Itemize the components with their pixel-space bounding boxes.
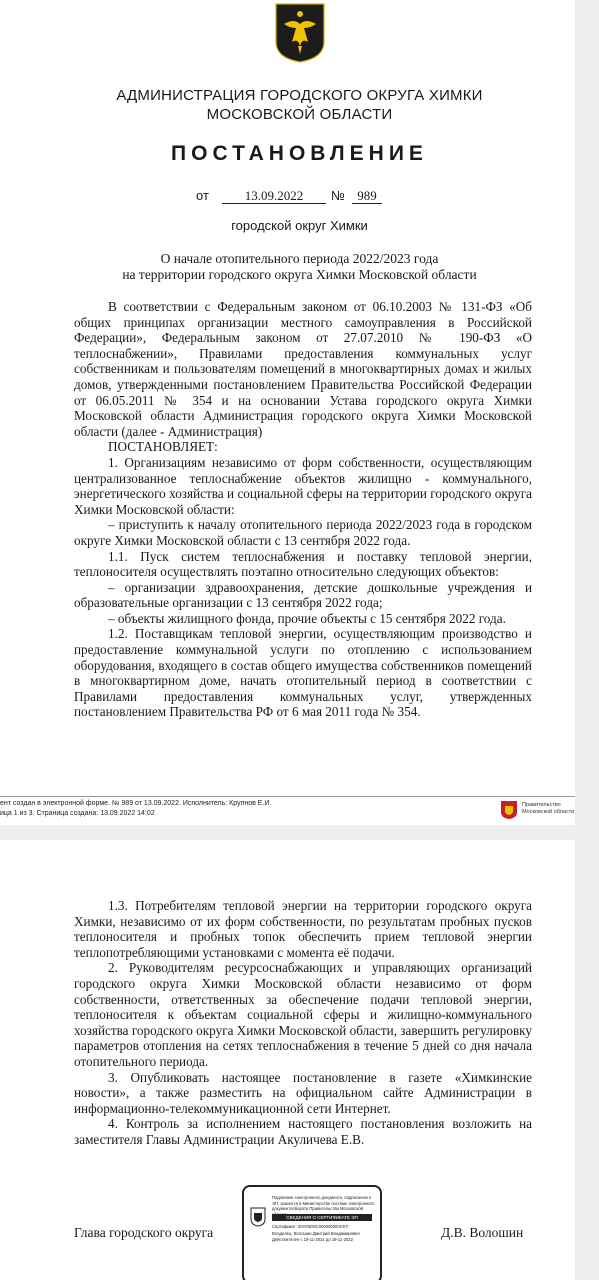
- page-footer: [0, 796, 575, 823]
- signatory-name: Д.В. Волошин: [441, 1225, 524, 1240]
- subject-line-2: на территории городского округа Химки Московской области: [122, 267, 477, 282]
- paragraph-3: 3. Опубликовать настоящее постановление в газете «Химкинские новости», а также разместить на официальном сайте Администрации в информационно-телекоммуникационной сети Интернет.: [74, 1069, 532, 1116]
- administration-title: [0, 86, 575, 124]
- decree-heading: ПОСТАНОВЛЯЕТ:: [108, 439, 218, 455]
- gov-line-1: Правительство: [522, 802, 561, 808]
- stamp-details: [272, 1224, 376, 1244]
- document-subject: [0, 251, 575, 283]
- number-prefix: №: [331, 188, 345, 203]
- paragraph-1-2: 1.2. Поставщикам тепловой энергии, осуществляющим производство и предоставление коммунальной услуги по отоплению с использованием оборудования, входящего в состав общего имущества собственников помещений в многоквартирном доме, начать отопительный период в соответствии с Правилами предоставления коммунальных услуг, утвержденных постановлением Правительства РФ от 6 мая 2011 года № 354.: [74, 626, 532, 720]
- document-body-page-1: [74, 299, 532, 720]
- city-name: городской округ Химки: [231, 218, 368, 233]
- stamp-emblem-icon: [250, 1207, 266, 1227]
- certificate-owner: Владелец: Волошин Дмитрий Владимирович: [272, 1230, 360, 1236]
- admin-line-2: МОСКОВСКОЙ ОБЛАСТИ: [206, 106, 393, 123]
- paragraph-1-1-bullet-2: – объекты жилищного фонда, прочие объекты с 15 сентября 2022 года.: [108, 610, 506, 626]
- paragraph-4: 4. Контроль за исполнением настоящего постановления возложить на заместителя Главы Администрации Акуличева Е.В.: [74, 1116, 532, 1147]
- document-body-page-2: [74, 898, 532, 1148]
- certificate-number: Сертификат: 00AF8D8C000000000C57!: [272, 1224, 349, 1229]
- admin-line-1: АДМИНИСТРАЦИЯ ГОРОДСКОГО ОКРУГА ХИМКИ: [116, 87, 483, 104]
- paragraph-1: 1. Организациям независимо от форм собственности, осуществляющим централизованное теплоснабжение объектов жилищно - коммунального, энергетического хозяйства и социальной сферы на территории городского округа Химки Московской области:: [74, 454, 532, 517]
- paragraph-1-bullet: – приступить к началу отопительного периода 2022/2023 года в городском округе Химки Московской области с 13 сентября 2022 года.: [74, 517, 532, 548]
- certificate-validity: Действителен с 19-11-2021 до 19-11-2022: [272, 1237, 353, 1242]
- preamble-paragraph: В соответствии с Федеральным законом от 06.10.2003 № 131-ФЗ «Об общих принципах организации местного самоуправления в Российской Федерации», Федеральным законом от 27.07.2010 № 190-ФЗ «О теплоснабжении», Правилами предоставления коммунальных услуг собственникам и пользователям помещений в многоквартирных домах и жилых домов, утвержденными постановлением Правительства Российской Федерации от 06.05.2011 № 354 и на основании Устава городского округа Химки Московской области Администрация городского округа Химки Московской области (далее - Администрация): [74, 299, 532, 439]
- electronic-signature-stamp: [242, 1185, 382, 1280]
- coat-of-arms-icon: [274, 2, 326, 64]
- document-number: 989: [352, 188, 382, 204]
- paragraph-1-1: 1.1. Пуск систем теплоснабжения и поставку тепловой энергии, теплоносителя осуществлять поэтапно относительно следующих объектов:: [74, 548, 532, 580]
- footer-line-2: ица 1 из 3. Страница создана: 13.09.2022 14:02: [0, 810, 155, 817]
- gov-line-2: Московской области: [522, 809, 575, 815]
- document-type: ПОСТАНОВЛЕНИЕ: [171, 142, 428, 165]
- paragraph-2: 2. Руководителям ресурсоснабжающих и управляющих организаций городского округа Химки Московской области независимо от форм собственности, ответственных за обеспечение подачи тепловой энергии, теплоносителя к объектам социальной сферы и жилищно-коммунального хозяйства городского округа Химки Московской области, завершить регулировку параметров отопления на сетях теплоснабжения в течение 5 дней со дня начала отопительного периода.: [74, 960, 532, 1069]
- document-page-2: [0, 840, 575, 1280]
- date-prefix: от: [196, 188, 209, 203]
- document-date: 13.09.2022: [222, 188, 326, 204]
- government-label: [522, 802, 574, 816]
- paragraph-1-3: 1.3. Потребителям тепловой энергии на территории городского округа Химки, независимо от их форм собственности, по результатам пробных пусков теплоносителя и пробных топок обеспечить прием тепловой энергии теплопотребляющими установками с момента её подачи.: [74, 898, 532, 960]
- footer-line-1: ент создан в электронной форме. № 989 от 13.09.2022. Исполнитель: Крупнов Е.И.: [0, 800, 272, 807]
- signatory-position: Глава городского округа: [74, 1225, 214, 1240]
- footer-text: [0, 799, 271, 819]
- paragraph-1-1-bullet-1: – организации здравоохранения, детские дошкольные учреждения и образовательные организации с 13 сентября 2022 года;: [74, 579, 532, 611]
- stamp-description: Подлинник электронного документа, подписанного ЭП, хранится в Министерстве системе электронного документооборота Правительства Московской: [272, 1195, 375, 1211]
- subject-line-1: О начале отопительного периода 2022/2023 года: [160, 251, 439, 266]
- moscow-region-logo-icon: [500, 800, 518, 820]
- stamp-certificate-header: СВЕДЕНИЯ О СЕРТИФИКАТЕ ЭП: [272, 1214, 372, 1221]
